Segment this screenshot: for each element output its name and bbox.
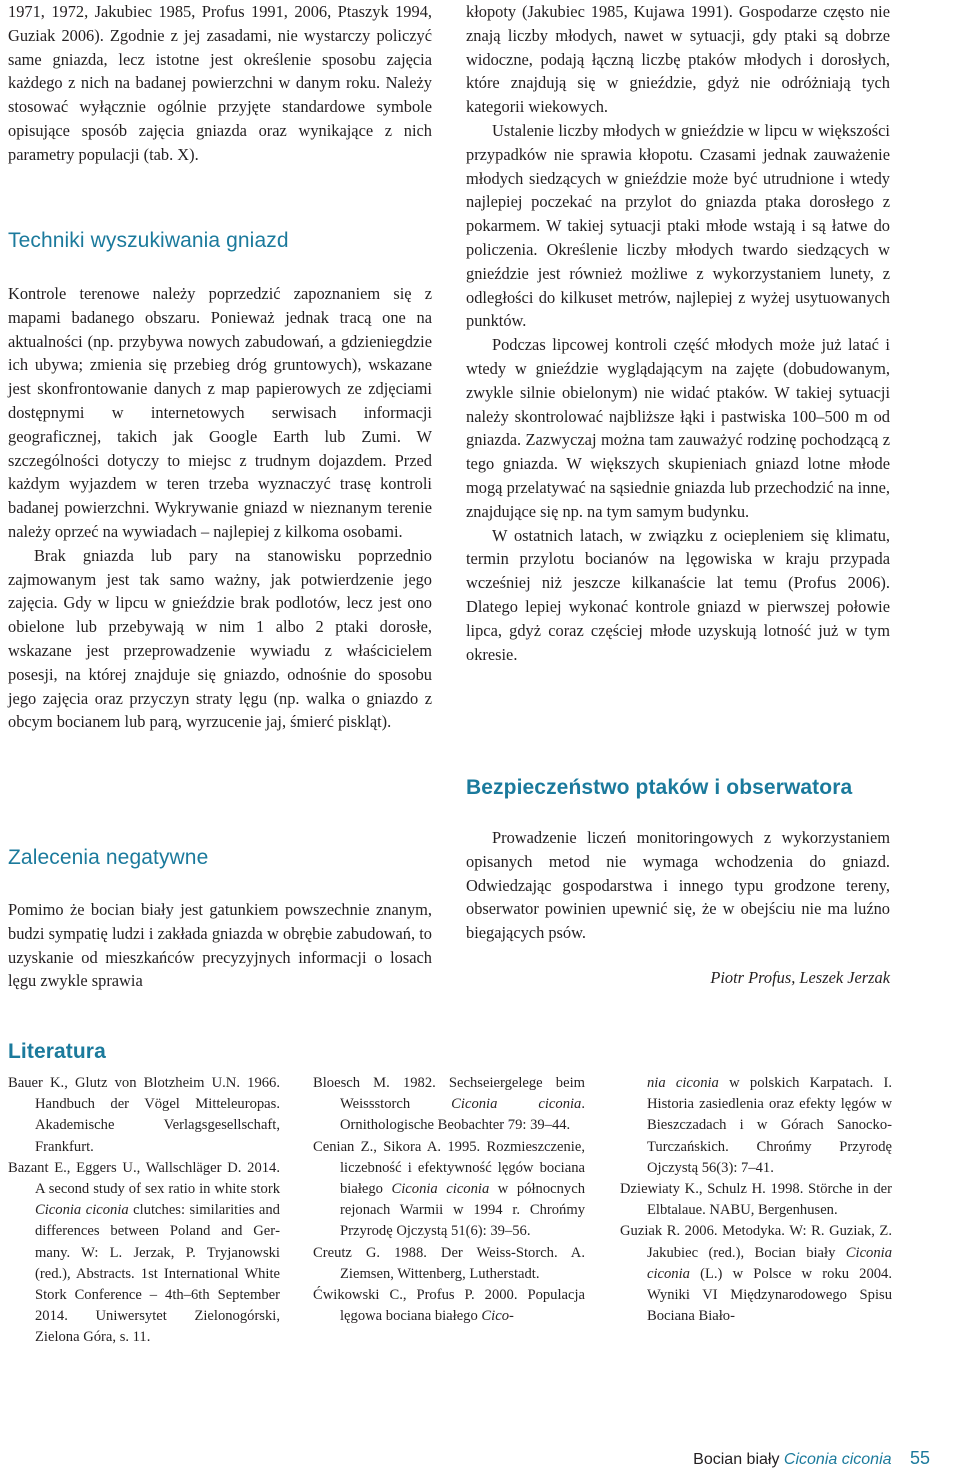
heading-bezpieczenstwo: Bezpieczeństwo ptaków i obserwatora bbox=[466, 776, 853, 799]
right-column-bezpieczenstwo bbox=[466, 826, 890, 945]
footer-title: Bocian biały bbox=[693, 1451, 780, 1468]
left-column-techniki bbox=[8, 282, 432, 734]
reference-item: Bazant E., Eggers U., Wallschläger D. 2014. A second study of sex ratio in white stork Ciconia ciconia clutches: similarities and differences between Poland and Germany. W: L. Jerzak, P. Tryjanowski (red.), Abstracts. 1st International White Stork Conference – 4th–6th September 2014. Uniwersytet Zielonogórski, Zielona Góra, s. 11. bbox=[8, 1159, 280, 1346]
references-column-3 bbox=[620, 1073, 892, 1327]
reference-item: Dziewiaty K., Schulz H. 1998. Störche in der Elbtalaue. NABU, Bergenhusen. bbox=[620, 1181, 892, 1219]
left-column-zalecenia bbox=[8, 898, 432, 993]
paragraph-intro-continued: 1971, 1972, Jakubiec 1985, Profus 1991, 2006, Ptaszyk 1994, Guziak 2006). Zgodnie z jej zasadami, nie wystarczy policzyć same gniazda, lecz istotne jest określenie sposobu zajęcia każdego z nich na badanej powierzchni w danym roku. Należy stosować wyłącznie ogólnie przyjęte standardowe symbole opisujące sposób zajęcia gniazda oraz wynikające z nich parametry populacji (tab. X). bbox=[8, 2, 432, 164]
reference-item-continued: nia ciconia w polskich Karpatach. I. Historia zasiedlenia oraz efekty lęgów w Bieszczadach i w Górach Sanocko-Turczańskich. Chrońmy Przyrodę Ojczystą 56(3): 7–41. bbox=[647, 1075, 892, 1176]
reference-item: Cenian Z., Sikora A. 1995. Rozmieszczenie, liczebność i efektywność lęgów bociana białego Ciconia ciconia w północnych rejonach Warmii w 1994 r. Chrońmy Przyrodę Ojczystą 51(6): 39–56. bbox=[313, 1138, 585, 1240]
right-column bbox=[466, 0, 890, 666]
page-footer bbox=[693, 1448, 930, 1469]
paragraph-klopoty: kłopoty (Jakubiec 1985, Kujawa 1991). Gospodarze często nie znają liczby młodych, nawet w sytuacji, gdy ptaki są dobrze widoczne, podają łączną liczbę ptaków młodych i dorosłych, które znajdują się w gnieździe, gdyż nie odróżniają tych kategorii wiekowych. bbox=[466, 2, 890, 117]
paragraph-ustalenie: Ustalenie liczby młodych w gnieździe w lipcu w większości przypadków nie sprawia kłopotu. Czasami jednak zauważenie młodych siedzących w gnieździe może być utrudnione i wtedy najlepiej poczekać na przylot do gniazda ptaka dorosłego z pokarmem. W takiej sytuacji ptaki młode wstają i są łatwe do policzenia. Określenie liczby młodych twardo siedzących w gnieździe jest również możliwe z wykorzystaniem lunety, z odległości do kilkuset metrów, najlepiej z wyżej usytuowanych punktów. bbox=[466, 120, 890, 331]
page-number: 55 bbox=[909, 1448, 930, 1468]
reference-item: Creutz G. 1988. Der Weiss-Storch. A. Ziemsen, Wittenberg, Lutherstadt. bbox=[313, 1244, 585, 1282]
paragraph-brak: Brak gniazda lub pary na stanowisku poprzednio zajmowanym jest tak samo ważny, jak potwierdzenie jego zajęcia. Gdy w lipcu w gnieździe brak podlotów, lecz jest ono obielone lub przebywają w nim 1 albo 2 ptaki dorosłe, wskazane jest przeprowadzenie wywiadu z właścicielem posesji, na której znajduje się gniazdo, odnośnie do sposobu jego zajęcia oraz przyczyn straty lęgu (np. walka o gniazdo z obcym bocianem lub parą, wyrzucenie jaj, śmierć piskląt). bbox=[8, 545, 432, 732]
heading-zalecenia: Zalecenia negatywne bbox=[8, 846, 209, 869]
paragraph-prowadzenie: Prowadzenie liczeń monitoringowych z wykorzystaniem opisanych metod nie wymaga wchodzenia do gniazd. Odwiedzając gospodarstwa i innego typu grodzone tereny, obserwator powinien upewnić się, że w obejściu nie ma luźno biegających psów. bbox=[466, 828, 890, 943]
reference-item: Bloesch M. 1982. Sechseiergelege beim Weissstorch Ciconia ciconia. Ornithologische Beobachter 79: 39–44. bbox=[313, 1075, 585, 1134]
reference-item: Bauer K., Glutz von Blotzheim U.N. 1966. Handbuch der Vögel Mitteleuropas. Akademische Verlagsgesellschaft, Frankfurt. bbox=[8, 1075, 280, 1155]
references-column-1 bbox=[8, 1073, 280, 1349]
author-signature: Piotr Profus, Leszek Jerzak bbox=[710, 968, 890, 987]
paragraph-pomimo: Pomimo że bocian biały jest gatunkiem powszechnie znanym, budzi sympatię ludzi i zakłada gniazda w obrębie zabudowań, to uzyskanie od mieszkańców precyzyjnych informacji o losach lęgu zwykle sprawia bbox=[8, 900, 432, 991]
left-column bbox=[8, 0, 432, 167]
reference-item: Guziak R. 2006. Metodyka. W: R. Guziak, Z. Jakubiec (red.), Bocian biały Ciconia ciconia (L.) w Polsce w roku 2004. Wyniki VI Międzynarodowego Spisu Bociana Biało- bbox=[620, 1223, 892, 1325]
heading-techniki: Techniki wyszukiwania gniazd bbox=[8, 229, 289, 252]
paragraph-podczas: Podczas lipcowej kontroli część młodych może już latać i wtedy w gnieździe wyglądającym na zajęte (dobudowanym, zwykle silnie obielonym) nie widać ptaków. W takiej sytuacji należy skontrolować najbliższe łąki i pastwiska 100–500 m od gniazda. Zazwyczaj można tam zauważyć rodzinę pochodzącą z tego gniazda. W większych skupieniach gniazd lotne młode mogą przelatywać na sąsiednie gniazda lub przechodzić na inne, znajdujące się np. na tym samym budynku. bbox=[466, 335, 890, 521]
references-column-2 bbox=[313, 1073, 585, 1327]
heading-literatura: Literatura bbox=[8, 1040, 106, 1063]
footer-species: Ciconia ciconia bbox=[783, 1451, 892, 1468]
reference-item: Ćwikowski C., Profus P. 2000. Populacja lęgowa bociana białego Cico- bbox=[313, 1287, 585, 1325]
paragraph-kontrole: Kontrole terenowe należy poprzedzić zapoznaniem się z mapami badanego obszaru. Ponieważ jednak tracą one na aktualności (np. przybywa nowych zabudowań, a gdzieniegdzie ich ubywa; zmienia się przebieg dróg gruntowych), wskazane jest skonfrontowanie danych z map papierowych ze zdjęciami dostępnymi w internetowych serwisach informacji geograficznej, takich jak Google Earth lub Zumi. W szczególności dotyczy to miejsc z trudnym dojazdem. Przed każdym wyjazdem w teren trzeba wyznaczyć trasę kontroli badanej powierzchni. Wykrywanie gniazd w nieznanym terenie należy oprzeć na wywiadach – najlepiej z kilkoma osobami. bbox=[8, 284, 432, 541]
paragraph-ostatnich: W ostatnich latach, w związku z ociepleniem się klimatu, termin przylotu bocianów na lęgowiska w kraju przypada wcześniej niż jeszcze kilkanaście lat temu (Profus 2006). Dlatego lepiej wykonać kontrole gniazd w pierwszej połowie lipca, gdyż coraz częściej młode uzyskują lotność już w tym okresie. bbox=[466, 525, 890, 664]
